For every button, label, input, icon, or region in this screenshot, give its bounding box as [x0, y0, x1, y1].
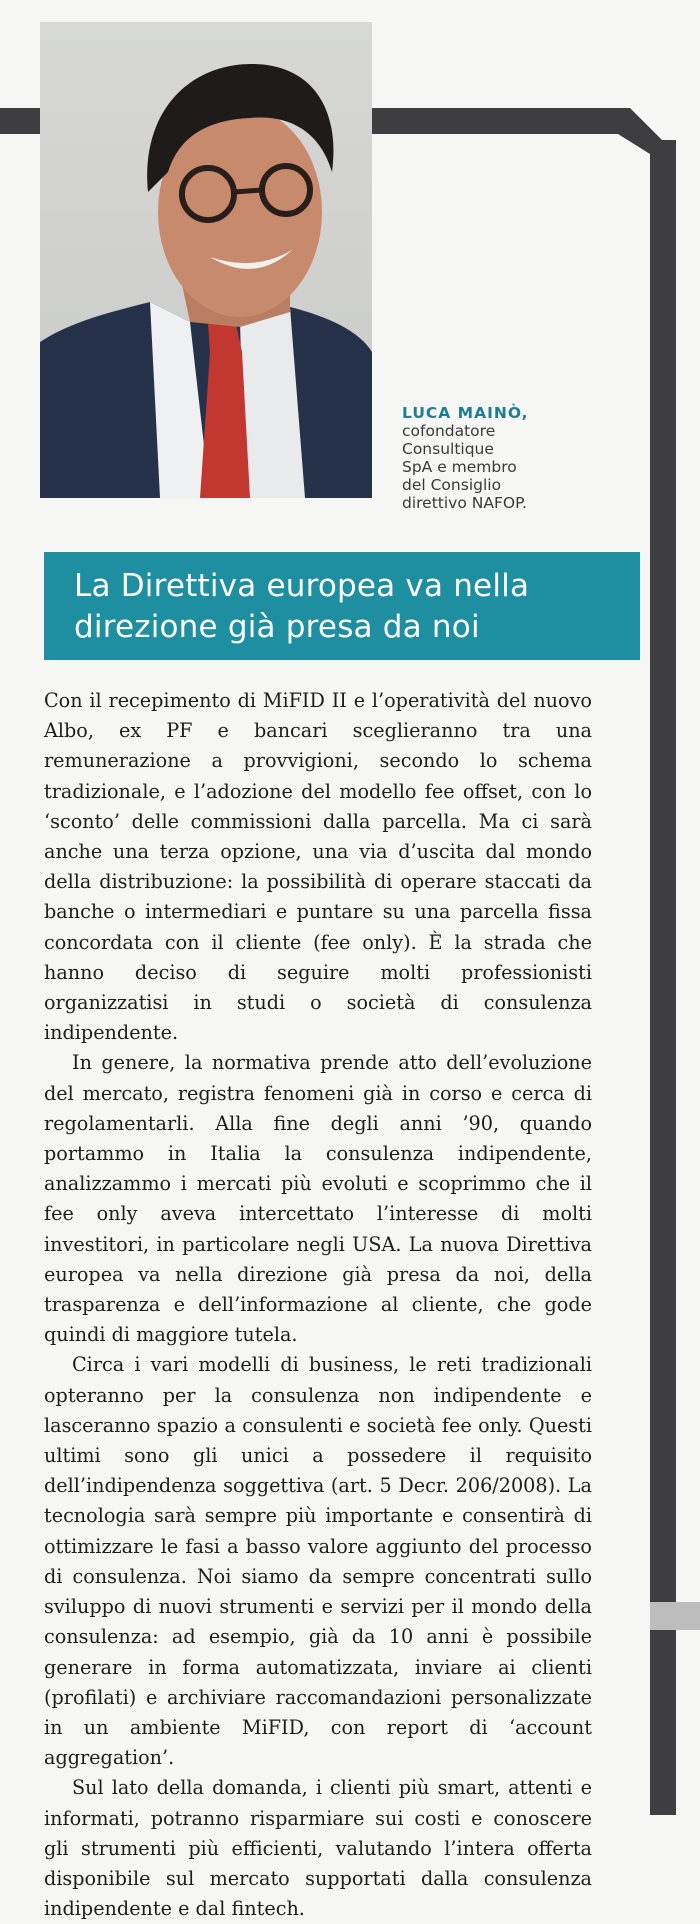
caption-line: del Consiglio: [402, 476, 502, 494]
article-title-box: [44, 552, 640, 660]
caption-line: cofondatore: [402, 422, 496, 440]
decorative-frame-right: [650, 140, 676, 1815]
person-name: LUCA MAINÒ,: [402, 404, 529, 422]
article-title-line: direzione già presa da noi: [74, 609, 480, 645]
portrait-photo: [40, 22, 372, 498]
article-title-line: La Direttiva europea va nella: [74, 568, 530, 604]
portrait-caption: [402, 404, 602, 512]
page-edge-tab: [650, 1602, 700, 1630]
body-paragraph: Circa i vari modelli di business, le reti tradizionali opteranno per la consulenza non indipendente e lasceranno spazio a consulenti e società fee only. Questi ultimi sono gli unici a possedere il requisito dell’indipendenza soggettiva (art. 5 Decr. 206/2008). La tecnologia sarà sempre più importante e consentirà di ottimizzare le fasi a basso valore aggiunto del processo di consulenza. Noi siamo da sempre concentrati sullo sviluppo di nuovi strumenti e servizi per il mondo della consulenza: ad esempio, già da 10 anni è possibile generare in forma automatizzata, inviare ai clienti (profilati) e archiviare raccomandazioni personalizzate in un ambiente MiFID, con report di ‘account aggregation’.: [44, 1353, 592, 1770]
body-paragraph: In genere, la normativa prende atto dell’evoluzione del mercato, registra fenomeni già in corso e cerca di regolamentarli. Alla fine degli anni ’90, quando portammo in Italia la consulenza indipendente, analizzammo i mercati più evoluti e scoprimmo che il fee only aveva intercettato l’interesse di molti investitori, in particolare negli USA. La nuova Direttiva europea va nella direzione già presa da noi, della trasparenza e dell’informazione al cliente, che gode quindi di maggiore tutela.: [44, 1051, 592, 1347]
article-body: [44, 686, 592, 1924]
caption-line: direttivo NAFOP.: [402, 494, 527, 512]
caption-line: SpA e membro: [402, 458, 517, 476]
body-paragraph: Con il recepimento di MiFID II e l’operatività del nuovo Albo, ex PF e bancari sceglieranno tra una remunerazione a provvigioni, secondo lo schema tradizionale, e l’adozione del modello fee offset, con lo ‘sconto’ delle commissioni dalla parcella. Ma ci sarà anche una terza opzione, una via d’uscita dal mondo della distribuzione: la possibilità di operare staccati da banche o intermediari e puntare su una parcella fissa concordata con il cliente (fee only). È la strada che hanno deciso di seguire molti professionisti organizzatisi in studi o società di consulenza indipendente.: [44, 689, 592, 1045]
body-paragraph: Sul lato della domanda, i clienti più smart, attenti e informati, potranno risparmiare sui costi e conoscere gli strumenti più efficienti, valutando l’intera offerta disponibile sul mercato supportati dalla consulenza indipendente e dal fintech.: [44, 1776, 592, 1921]
caption-line: Consultique: [402, 440, 494, 458]
